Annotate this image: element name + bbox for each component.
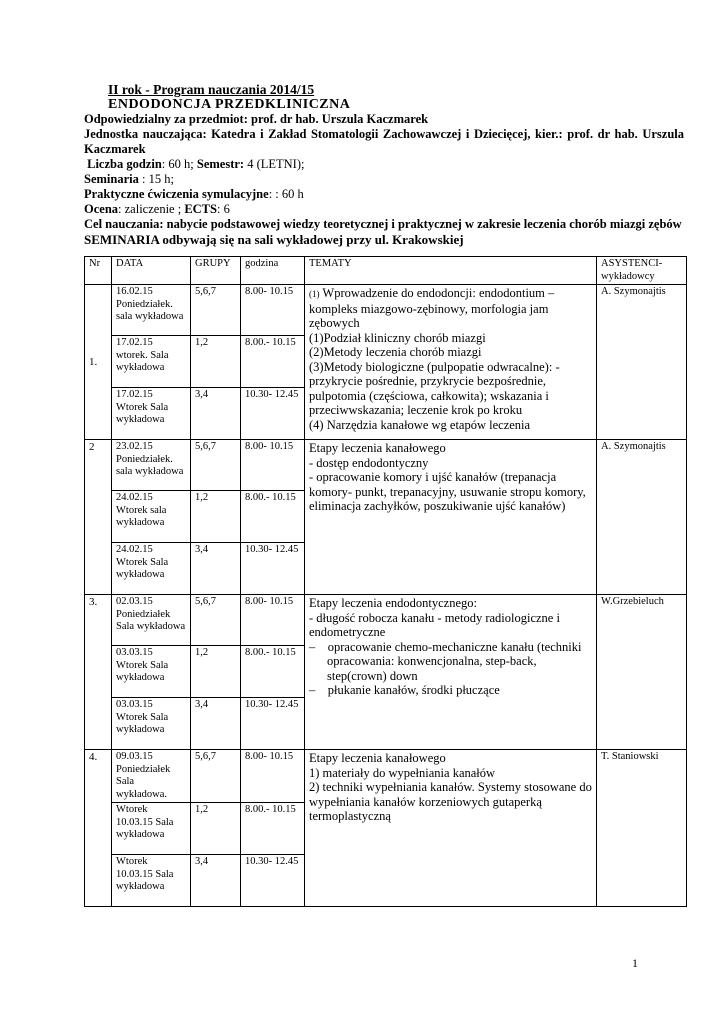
session-time: 8.00.- 10.15 [241,336,305,388]
row-number: 3. [85,595,112,750]
session-date: Wtorek 10.03.15 Sala wykładowa [112,855,191,907]
session-time: 8.00.- 10.15 [241,646,305,698]
session-date: Wtorek 10.03.15 Sala wykładowa [112,803,191,855]
schedule-table [84,256,687,907]
row-number: 4. [85,750,112,907]
program-title: II rok - Program nauczania 2014/15 [108,82,315,97]
session-date: 17.02.15 wtorek. Sala wykładowa [112,336,191,388]
session-date: 09.03.15 Poniedziałek Sala wykładowa. [112,750,191,803]
page-number: 1 [632,956,638,970]
session-time: 8.00- 10.15 [241,595,305,646]
session-groups: 1,2 [191,803,241,855]
session-time: 10.30- 12.45 [241,543,305,595]
course-title: ENDODONCJA PRZEDKLINICZNA [108,97,351,112]
topic-cell: Etapy leczenia kanałowego 1) materiały do wypełniania kanałów 2) techniki wypełniania kanałów. Systemy stosowane do wypełniania kanałów korzeniowych gutaperką termoplastyczną [305,750,597,907]
assistant-name: A. Szymonajtis [597,440,687,595]
assistant-name: A. Szymonajtis [597,285,687,440]
session-groups: 5,6,7 [191,285,241,336]
session-time: 8.00- 10.15 [241,750,305,803]
col-header-topics: TEMATY [305,257,597,285]
session-groups: 3,4 [191,388,241,440]
table-row [85,285,687,336]
practical-line: Praktyczne ćwiczenia symulacyjne: : 60 h [84,187,304,201]
table-row [85,440,687,491]
table-header-row [85,257,687,285]
teaching-unit: Jednostka nauczająca: Katedra i Zakład Stomatologii Zachowawczej i Dziecięcej, kier.: prof. dr hab. Urszula Kaczmarek [84,127,684,156]
session-date: 16.02.15 Poniedziałek. sala wykładowa [112,285,191,336]
session-time: 10.30- 12.45 [241,698,305,750]
session-groups: 1,2 [191,646,241,698]
topic-cell: Etapy leczenia kanałowego - dostęp endodontyczny - opracowanie komory i ujść kanałów (trepanacja komory- punkt, trepanacyjny, usuwanie stropu komory, eliminacja zachyłków, poszukiwanie ujść kanałów) [305,440,597,595]
col-header-assistants: ASYSTENCI- wykładowcy [597,257,687,285]
session-date: 17.02.15 Wtorek Sala wykładowa [112,388,191,440]
seminar-location-note: SEMINARIA odbywają się na sali wykładowej przy ul. Krakowskiej [84,232,464,247]
col-header-nr: Nr [85,257,112,285]
responsible-person: Odpowiedzialny za przedmiot: prof. dr hab. Urszula Kaczmarek [84,112,429,126]
topic-cell: Etapy leczenia endodontycznego: - długość robocza kanału - metody radiologiczne i endometryczne – opracowanie chemo-mechaniczne kanału (techniki opracowania: konwencjonalna, step-back, step(crown) down – płukanie kanałów, środki płuczące [305,595,597,750]
table-row [85,595,687,646]
document-header [84,82,684,247]
session-groups: 3,4 [191,698,241,750]
assistant-name: T. Staniowski [597,750,687,907]
hours-line: Liczba godzin: 60 h; Semestr: 4 (LETNI); [87,157,305,171]
row-number: 1. [85,285,112,440]
session-date: 03.03.15 Wtorek Sala wykładowa [112,698,191,750]
session-groups: 1,2 [191,491,241,543]
session-date: 03.03.15 Wtorek Sala wykładowa [112,646,191,698]
topic-cell: (1) Wprowadzenie do endodoncji: endodontium – kompleks miazgowo-zębinowy, morfologia jam zębowych (1)Podział kliniczny chorób miazgi (2)Metody leczenia chorób miazgi (3)Metody biologiczne (pulpopatie odwracalne): -przykrycie pośrednie, przykrycie bezpośrednie, pulpotomia (częściowa, całkowita); wskazania i przeciwwskazania; leczenie krok po kroku (4) Narzędzia kanałowe wg etapów leczenia [305,285,597,440]
grade-line: Ocena: zaliczenie ; ECTS: 6 [84,202,230,216]
session-time: 8.00- 10.15 [241,440,305,491]
session-groups: 5,6,7 [191,595,241,646]
session-date: 24.02.15 Wtorek Sala wykładowa [112,543,191,595]
seminars-line: Seminaria : 15 h; [84,172,174,186]
session-time: 10.30- 12.45 [241,855,305,907]
col-header-time: godzina [241,257,305,285]
session-date: 23.02.15 Poniedziałek. sala wykładowa [112,440,191,491]
session-groups: 3,4 [191,543,241,595]
row-number: 2 [85,440,112,595]
session-time: 10.30- 12.45 [241,388,305,440]
course-goal: Cel nauczania: nabycie podstawowej wiedzy teoretycznej i praktycznej w zakresie leczenia chorób miazgi zębów [84,217,682,231]
session-time: 8.00.- 10.15 [241,491,305,543]
table-row [85,750,687,803]
session-date: 02.03.15 Poniedziałek Sala wykładowa [112,595,191,646]
session-date: 24.02.15 Wtorek sala wykładowa [112,491,191,543]
session-groups: 1,2 [191,336,241,388]
col-header-groups: GRUPY [191,257,241,285]
session-groups: 5,6,7 [191,750,241,803]
assistant-name: W.Grzebieluch [597,595,687,750]
session-groups: 5,6,7 [191,440,241,491]
session-time: 8.00.- 10.15 [241,803,305,855]
session-time: 8.00- 10.15 [241,285,305,336]
col-header-date: DATA [112,257,191,285]
session-groups: 3,4 [191,855,241,907]
